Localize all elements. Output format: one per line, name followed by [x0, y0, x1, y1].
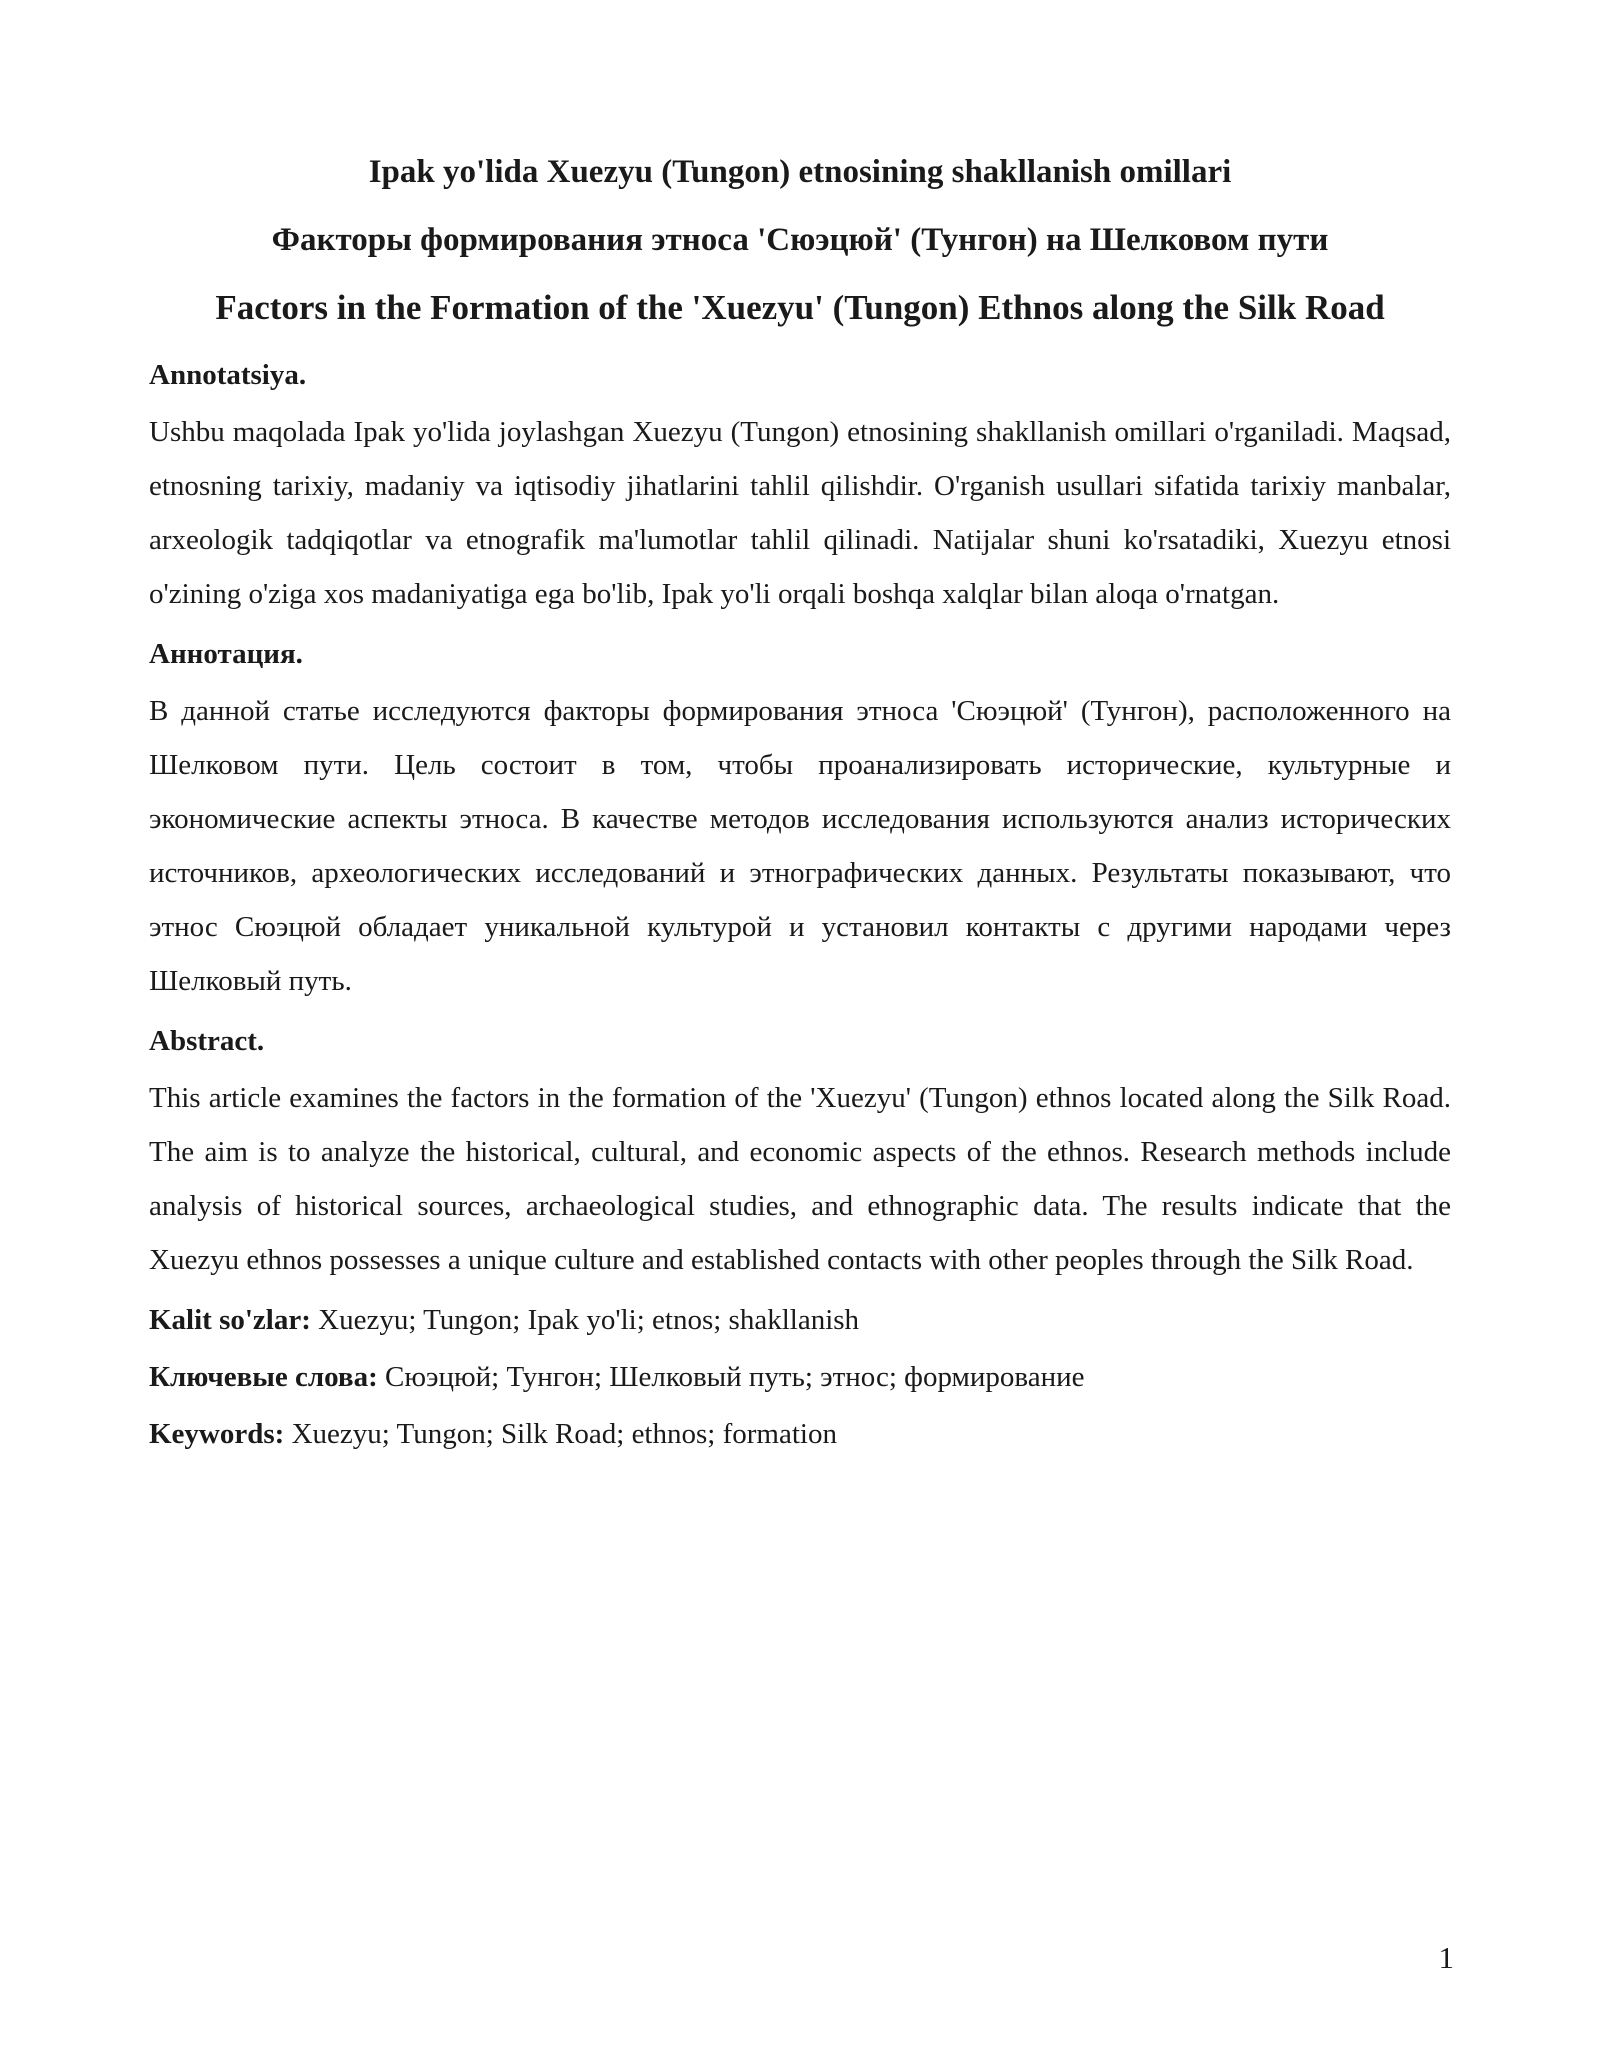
keywords-label-uzbek: Kalit so'zlar:: [149, 1304, 311, 1336]
keywords-value-english: Xuezyu; Tungon; Silk Road; ethnos; formation: [284, 1418, 837, 1450]
title-english: Factors in the Formation of the 'Xuezyu' (Tungon) Ethnos along the Silk Road: [215, 288, 1385, 327]
keywords-value-uzbek: Xuezyu; Tungon; Ipak yo'li; etnos; shakllanish: [310, 1304, 860, 1336]
title-russian: Факторы формирования этноса 'Сюэцюй' (Тунгон) на Шелковом пути: [271, 222, 1329, 258]
abstract-text-english: This article examines the factors in the formation of the 'Xuezyu' (Tungon) ethnos located along the Silk Road. The aim is to analyze the historical, cultural, and economic aspects of the ethnos. Research methods include analysis of historical sources, archaeological studies, and ethnographic data. The results indicate that the Xuezyu ethnos possesses a unique culture and established contacts with other peoples through the Silk Road.: [149, 1082, 1451, 1276]
abstract-heading-uzbek: Annotatsiya.: [149, 359, 307, 391]
abstract-heading-russian: Аннотация.: [149, 638, 303, 670]
keywords-value-russian: Сюэцюй; Тунгон; Шелковый путь; этнос; формирование: [377, 1361, 1085, 1393]
keywords-label-russian: Ключевые слова:: [149, 1361, 378, 1393]
page-content: [149, 138, 1451, 1471]
keywords-russian: [149, 1357, 1451, 1397]
abstract-text-russian: В данной статье исследуются факторы формирования этноса 'Сюэцюй' (Тунгон), расположенного на Шелковом пути. Цель состоит в том, чтобы проанализировать исторические, культурные и экономические аспекты этноса. В качестве методов исследования используются анализ исторических источников, археологических исследований и этнографических данных. Результаты показывают, что этнос Сюэцюй обладает уникальной культурой и установил контакты с другими народами через Шелковый путь.: [149, 695, 1451, 997]
abstract-heading-english: Abstract.: [149, 1025, 265, 1057]
page-number: 1: [1438, 1940, 1454, 1975]
title-uzbek: Ipak yo'lida Xuezyu (Tungon) etnosining shakllanish omillari: [368, 154, 1232, 190]
keywords-uzbek: [149, 1300, 1451, 1340]
keywords-english: [149, 1414, 1451, 1454]
abstract-text-uzbek: Ushbu maqolada Ipak yo'lida joylashgan Xuezyu (Tungon) etnosining shakllanish omillari o'rganiladi. Maqsad, etnosning tarixiy, madaniy va iqtisodiy jihatlarini tahlil qilishdir. O'rganish usullari sifatida tarixiy manbalar, arxeologik tadqiqotlar va etnografik ma'lumotlar tahlil qilinadi. Natijalar shuni ko'rsatadiki, Xuezyu etnosi o'zining o'ziga xos madaniyatiga ega bo'lib, Ipak yo'li orqali boshqa xalqlar bilan aloqa o'rnatgan.: [149, 416, 1451, 610]
keywords-label-english: Keywords:: [149, 1418, 285, 1450]
